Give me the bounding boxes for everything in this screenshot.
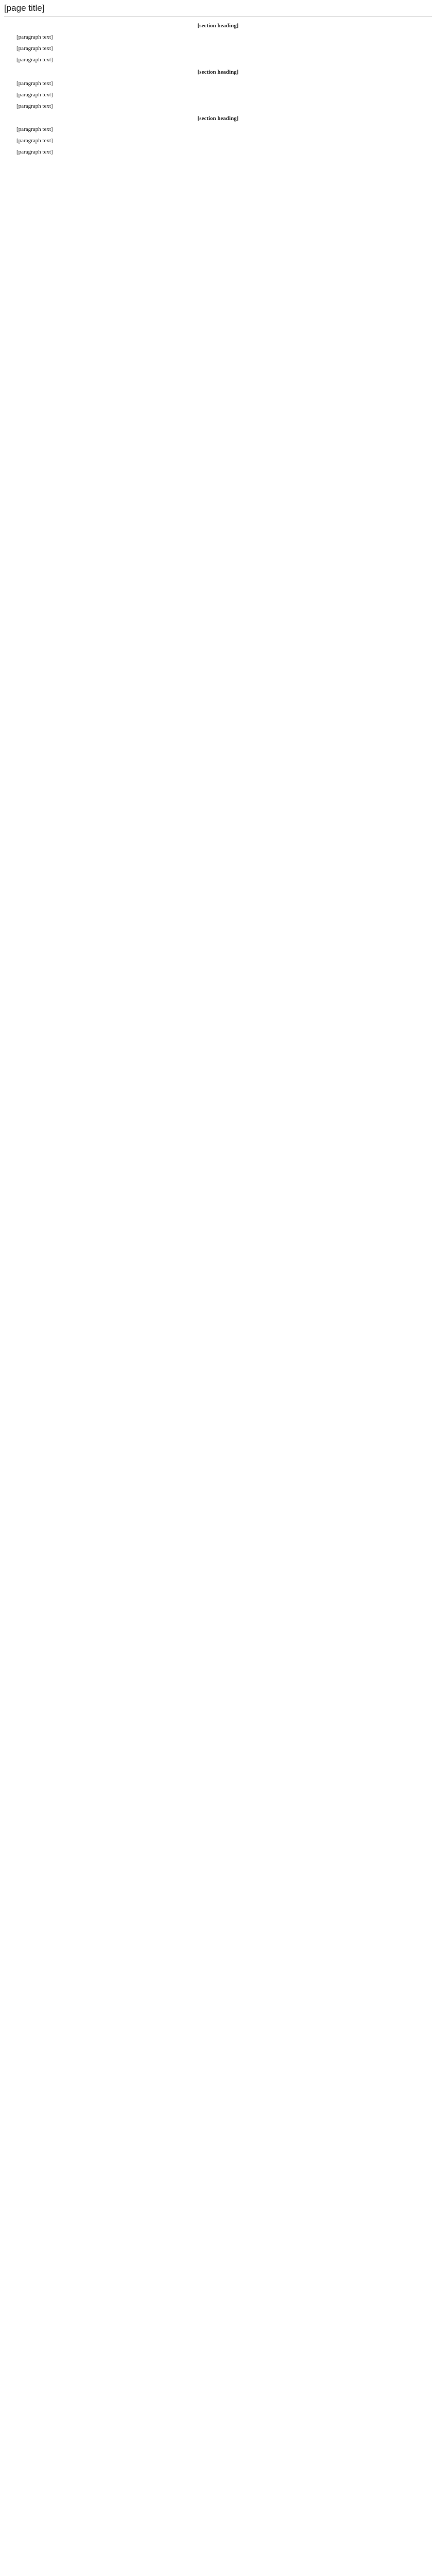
section-heading: [section heading] xyxy=(197,69,239,75)
paragraph: [paragraph text] xyxy=(16,138,53,144)
paragraph: [paragraph text] xyxy=(16,91,53,98)
paragraph: [paragraph text] xyxy=(16,33,53,40)
section-heading: [section heading] xyxy=(197,23,239,29)
paragraph: [paragraph text] xyxy=(16,126,53,133)
paragraph: [paragraph text] xyxy=(16,56,53,63)
page-title: [page title] xyxy=(4,3,432,17)
paragraph: [paragraph text] xyxy=(16,80,53,87)
document-body xyxy=(4,22,432,157)
document-page xyxy=(0,0,436,180)
paragraph: [paragraph text] xyxy=(16,103,53,109)
section-heading: [section heading] xyxy=(197,115,239,122)
paragraph: [paragraph text] xyxy=(16,149,53,156)
paragraph: [paragraph text] xyxy=(16,45,53,52)
